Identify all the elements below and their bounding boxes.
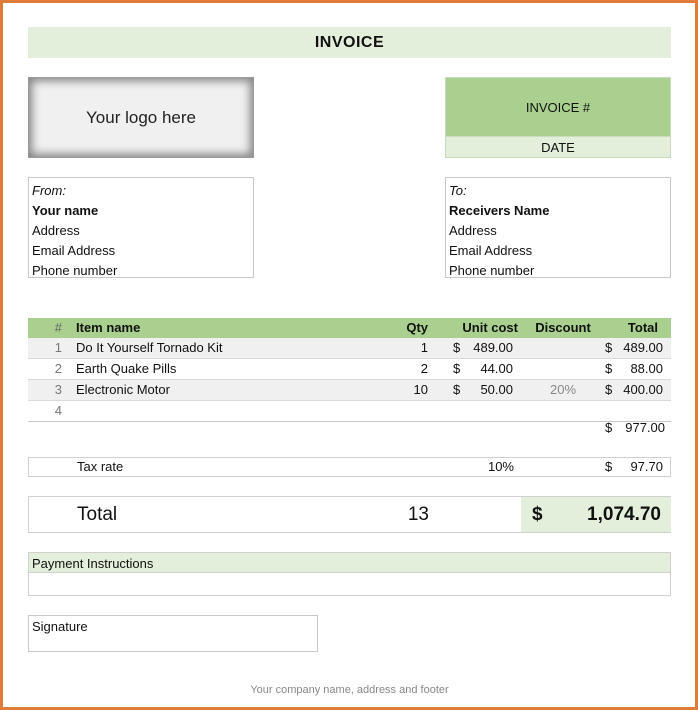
header-num: # (54, 320, 62, 335)
row-discount[interactable]: 20% (549, 382, 577, 397)
grand-total-currency: $ (532, 504, 543, 525)
to-phone[interactable]: Phone number (449, 263, 535, 278)
from-phone[interactable]: Phone number (32, 263, 118, 278)
row-total-currency: $ (605, 340, 613, 355)
to-address[interactable]: Address (449, 223, 497, 238)
invoice-number-cell[interactable]: INVOICE # (445, 77, 671, 137)
row-qty[interactable]: 10 (413, 382, 428, 397)
header-qty: Qty (406, 320, 428, 335)
signature-box[interactable] (28, 615, 318, 652)
row-total-currency: $ (605, 382, 613, 397)
payment-instructions-field[interactable] (28, 573, 671, 596)
to-name[interactable]: Receivers Name (449, 203, 550, 218)
row-item-name[interactable]: Electronic Motor (76, 382, 170, 397)
row-unit-currency: $ (453, 340, 461, 355)
row-qty[interactable]: 2 (420, 361, 428, 376)
items-table (28, 318, 671, 422)
row-item-name[interactable]: Earth Quake Pills (76, 361, 177, 376)
invoice-title: INVOICE (28, 27, 671, 58)
header-unit-cost: Unit cost (462, 320, 518, 335)
from-email[interactable]: Email Address (32, 243, 116, 258)
row-num: 4 (54, 403, 62, 418)
row-item-name[interactable]: Do It Yourself Tornado Kit (76, 340, 223, 355)
row-num: 2 (54, 361, 62, 376)
row-unit-cost[interactable]: 44.00 (480, 361, 513, 376)
table-row[interactable] (28, 338, 671, 359)
from-block (28, 177, 254, 278)
header-item-name: Item name (76, 320, 141, 335)
subtotal-value: 977.00 (625, 420, 665, 435)
subtotal-row (28, 418, 671, 438)
grand-total-value: 1,074.70 (587, 504, 661, 525)
row-num: 3 (54, 382, 62, 397)
row-unit-cost[interactable]: 489.00 (473, 340, 513, 355)
table-row[interactable] (28, 380, 671, 401)
payment-instructions-label: Payment Instructions (28, 552, 671, 573)
signature-label: Signature (32, 619, 88, 634)
row-total-currency: $ (605, 361, 613, 376)
grand-total-label: Total (77, 504, 118, 525)
table-row[interactable] (28, 359, 671, 380)
tax-label: Tax rate (77, 459, 124, 474)
row-total: 489.00 (623, 340, 663, 355)
from-name[interactable]: Your name (32, 203, 99, 218)
from-address[interactable]: Address (32, 223, 80, 238)
grand-total-bar (28, 496, 671, 533)
tax-row (28, 457, 671, 477)
to-email[interactable]: Email Address (449, 243, 533, 258)
row-unit-cost[interactable]: 50.00 (480, 382, 513, 397)
to-label: To: (449, 183, 467, 198)
to-block (445, 177, 671, 278)
row-unit-currency: $ (453, 382, 461, 397)
tax-value: 97.70 (630, 459, 663, 474)
grand-total-qty: 13 (407, 504, 429, 525)
subtotal-currency: $ (605, 420, 613, 435)
from-label: From: (32, 183, 66, 198)
row-total: 88.00 (630, 361, 663, 376)
company-footer: Your company name, address and footer (250, 684, 449, 696)
logo-placeholder[interactable]: Your logo here (28, 77, 254, 158)
header-total: Total (627, 320, 658, 335)
row-qty[interactable]: 1 (420, 340, 428, 355)
items-header-row (28, 318, 671, 338)
row-total: 400.00 (623, 382, 663, 397)
row-unit-currency: $ (453, 361, 461, 376)
invoice-date-cell[interactable]: DATE (445, 137, 671, 158)
tax-currency: $ (605, 459, 613, 474)
row-num: 1 (54, 340, 62, 355)
tax-rate[interactable]: 10% (487, 459, 514, 474)
header-discount: Discount (535, 320, 591, 335)
